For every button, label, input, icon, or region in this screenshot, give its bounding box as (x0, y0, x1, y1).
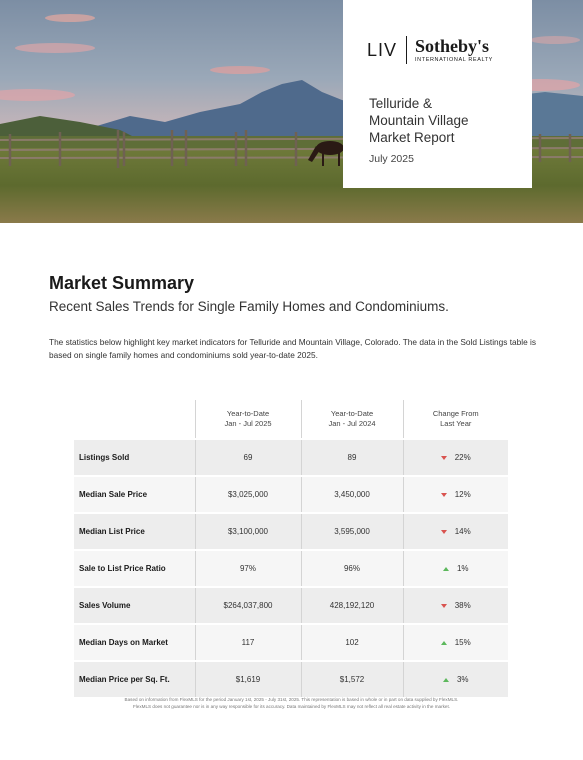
logo-divider (406, 36, 407, 64)
cell-change (403, 513, 508, 550)
cell-ytd-2024: 102 (301, 624, 403, 661)
report-title-line: Telluride & (369, 96, 433, 111)
logo-sothebys-text: Sotheby's (415, 36, 490, 56)
footnote (110, 697, 473, 710)
table-row (74, 624, 508, 661)
change-value: 14% (454, 527, 471, 536)
arrow-up-icon (441, 641, 447, 645)
intro-paragraph: The statistics below highlight key market indicators for Telluride and Mountain Village, Colorado. The data in the Sold Listings table is based on single family homes and condominiums sold year-to-date 2025. (49, 337, 537, 360)
row-label: Listings Sold (74, 439, 195, 476)
report-title-line: Market Report (369, 130, 455, 145)
table-row (74, 439, 508, 476)
table-row (74, 550, 508, 587)
brand-card (343, 0, 532, 188)
row-label: Sale to List Price Ratio (74, 550, 195, 587)
table-row (74, 661, 508, 697)
change-value: 1% (456, 564, 469, 573)
header-line: Year-to-Date (330, 409, 374, 418)
row-label: Median List Price (74, 513, 195, 550)
row-label: Sales Volume (74, 587, 195, 624)
cell-ytd-2024: 96% (301, 550, 403, 587)
logo-subtitle: INTERNATIONAL REALTY (415, 57, 493, 63)
cell-ytd-2025: 117 (195, 624, 301, 661)
cell-ytd-2024: 3,595,000 (301, 513, 403, 550)
row-label: Median Days on Market (74, 624, 195, 661)
arrow-down-icon (441, 530, 447, 534)
cell-ytd-2025: $1,619 (195, 661, 301, 697)
arrow-down-icon (441, 456, 447, 460)
cell-ytd-2025: 69 (195, 439, 301, 476)
logo-liv-text: LIV (367, 39, 398, 60)
header-line: Jan - Jul 2025 (224, 419, 272, 428)
change-value: 12% (454, 490, 471, 499)
arrow-up-icon (443, 567, 449, 571)
footnote-line: Based on information from FlexMLS for the period January 1st, 2025 - July 31st, 2025. This representation is based in whole or in part on data supplied by FlexMLS. (124, 697, 459, 702)
cell-ytd-2025: $3,100,000 (195, 513, 301, 550)
cell-change (403, 439, 508, 476)
table-body (74, 439, 508, 697)
cell-ytd-2024: 89 (301, 439, 403, 476)
header-line: Jan - Jul 2024 (328, 419, 376, 428)
cell-ytd-2025: $3,025,000 (195, 476, 301, 513)
header-line: Last Year (440, 419, 472, 428)
arrow-down-icon (441, 493, 447, 497)
table-row (74, 476, 508, 513)
table-header-row (74, 400, 508, 439)
header-line: Year-to-Date (226, 409, 270, 418)
row-label: Median Sale Price (74, 476, 195, 513)
row-label: Median Price per Sq. Ft. (74, 661, 195, 697)
header-ytd-2024 (301, 400, 403, 439)
change-value: 3% (456, 675, 469, 684)
cell-ytd-2025: $264,037,800 (195, 587, 301, 624)
market-summary-table (74, 400, 508, 697)
cell-ytd-2024: 3,450,000 (301, 476, 403, 513)
report-title (369, 95, 519, 146)
section-heading: Market Summary (49, 273, 195, 293)
arrow-up-icon (443, 678, 449, 682)
header-change (403, 400, 508, 439)
table-row (74, 587, 508, 624)
cell-change (403, 624, 508, 661)
brokerage-logo (367, 36, 493, 64)
header-blank (74, 400, 195, 439)
arrow-down-icon (441, 604, 447, 608)
footnote-line: FlexMLS does not guarantee nor is in any way responsible for its accuracy. Data maintained by FlexMLS may not reflect all real estate activity in the market. (132, 703, 451, 709)
table-row (74, 513, 508, 550)
report-title-line: Mountain Village (369, 113, 469, 128)
cell-change (403, 550, 508, 587)
cell-change (403, 587, 508, 624)
change-value: 38% (454, 601, 471, 610)
cell-ytd-2024: $1,572 (301, 661, 403, 697)
cell-change (403, 661, 508, 697)
header-ytd-2025 (195, 400, 301, 439)
header-line: Change From (432, 409, 479, 418)
change-value: 22% (454, 453, 471, 462)
report-date: July 2025 (369, 153, 414, 165)
cell-change (403, 476, 508, 513)
cell-ytd-2024: 428,192,120 (301, 587, 403, 624)
change-value: 15% (454, 638, 471, 647)
cell-ytd-2025: 97% (195, 550, 301, 587)
section-subheading: Recent Sales Trends for Single Family Homes and Condominiums. (49, 299, 449, 314)
